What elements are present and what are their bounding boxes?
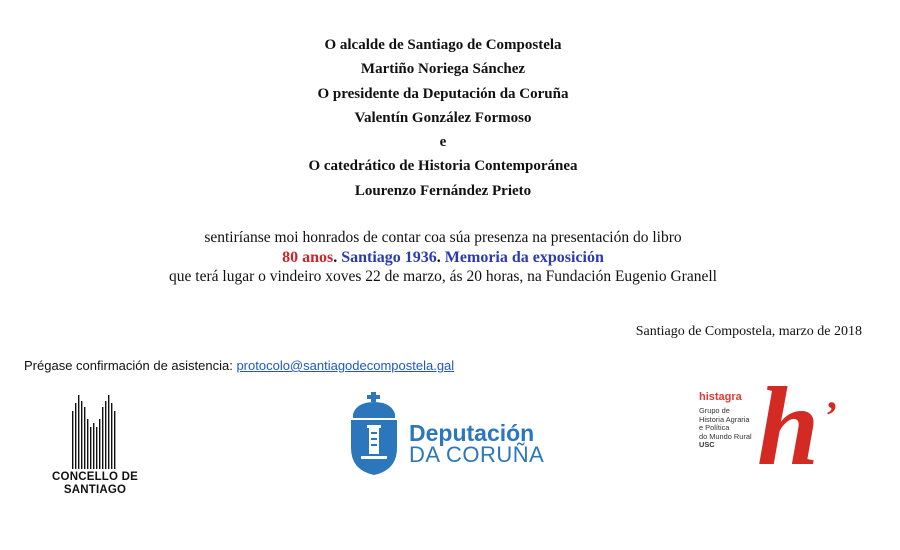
histagra-name: histagra bbox=[699, 391, 742, 403]
host-line: Valentín González Formoso bbox=[354, 109, 532, 126]
histagra-usc: USC bbox=[699, 440, 715, 450]
host-line: O presidente da Deputación da Coruña bbox=[317, 85, 569, 102]
host-line: O alcalde de Santiago de Compostela bbox=[324, 37, 562, 53]
host-line: Martiño Noriega Sánchez bbox=[360, 61, 526, 78]
histagra-h-mark: h bbox=[757, 365, 820, 489]
deputacion-logo-line: DA CORUÑA bbox=[409, 442, 545, 467]
histagra-logo bbox=[697, 365, 847, 497]
cathedral-icon bbox=[50, 393, 140, 469]
book-title bbox=[0, 248, 886, 268]
invitation-line: que terá lugar o vindeiro xoves 22 de marzo, ás 20 horas, na Fundación Eugenio Granell bbox=[169, 268, 717, 285]
rsvp-label: Prégase confirmación de asistencia: bbox=[24, 358, 237, 373]
deputacion-logo-text bbox=[409, 422, 544, 466]
histagra-desc-line: Historia Agraria bbox=[699, 414, 750, 424]
host-line: O catedrático de Historia Contemporánea bbox=[308, 158, 578, 175]
invitation-line: sentiríanse moi honrados de contar coa súa presenza na presentación do libro bbox=[204, 229, 682, 246]
concello-logo bbox=[50, 393, 140, 498]
invitation-block bbox=[0, 228, 886, 287]
book-title-part: Memoria da exposición bbox=[444, 248, 604, 266]
histagra-desc-line: e Política bbox=[699, 423, 730, 433]
rsvp-line bbox=[24, 358, 454, 373]
book-title-separator: . bbox=[436, 248, 445, 266]
rsvp-email-link[interactable]: protocolo@santiagodecompostela.gal bbox=[236, 358, 455, 373]
hosts-block bbox=[0, 33, 886, 203]
book-title-part: Santiago 1936 bbox=[341, 248, 437, 266]
host-line: e bbox=[439, 134, 447, 151]
deputacion-logo bbox=[345, 392, 545, 477]
coat-of-arms-icon bbox=[345, 392, 403, 476]
dateline: Santiago de Compostela, marzo de 2018 bbox=[635, 324, 862, 339]
book-title-part: 80 anos bbox=[282, 248, 334, 266]
concello-logo-line: CONCELLO DE bbox=[52, 471, 138, 483]
histagra-apostrophe-mark: ’ bbox=[825, 393, 839, 438]
deputacion-logo-line: Deputación bbox=[409, 420, 535, 446]
concello-logo-line: SANTIAGO bbox=[63, 484, 127, 496]
host-line: Lourenzo Fernández Prieto bbox=[354, 182, 532, 199]
histagra-desc-line: Grupo de bbox=[699, 406, 730, 415]
book-title-separator: . bbox=[333, 248, 342, 266]
concello-logo-text bbox=[50, 471, 140, 497]
histagra-desc-line: do Mundo Rural bbox=[699, 431, 752, 441]
